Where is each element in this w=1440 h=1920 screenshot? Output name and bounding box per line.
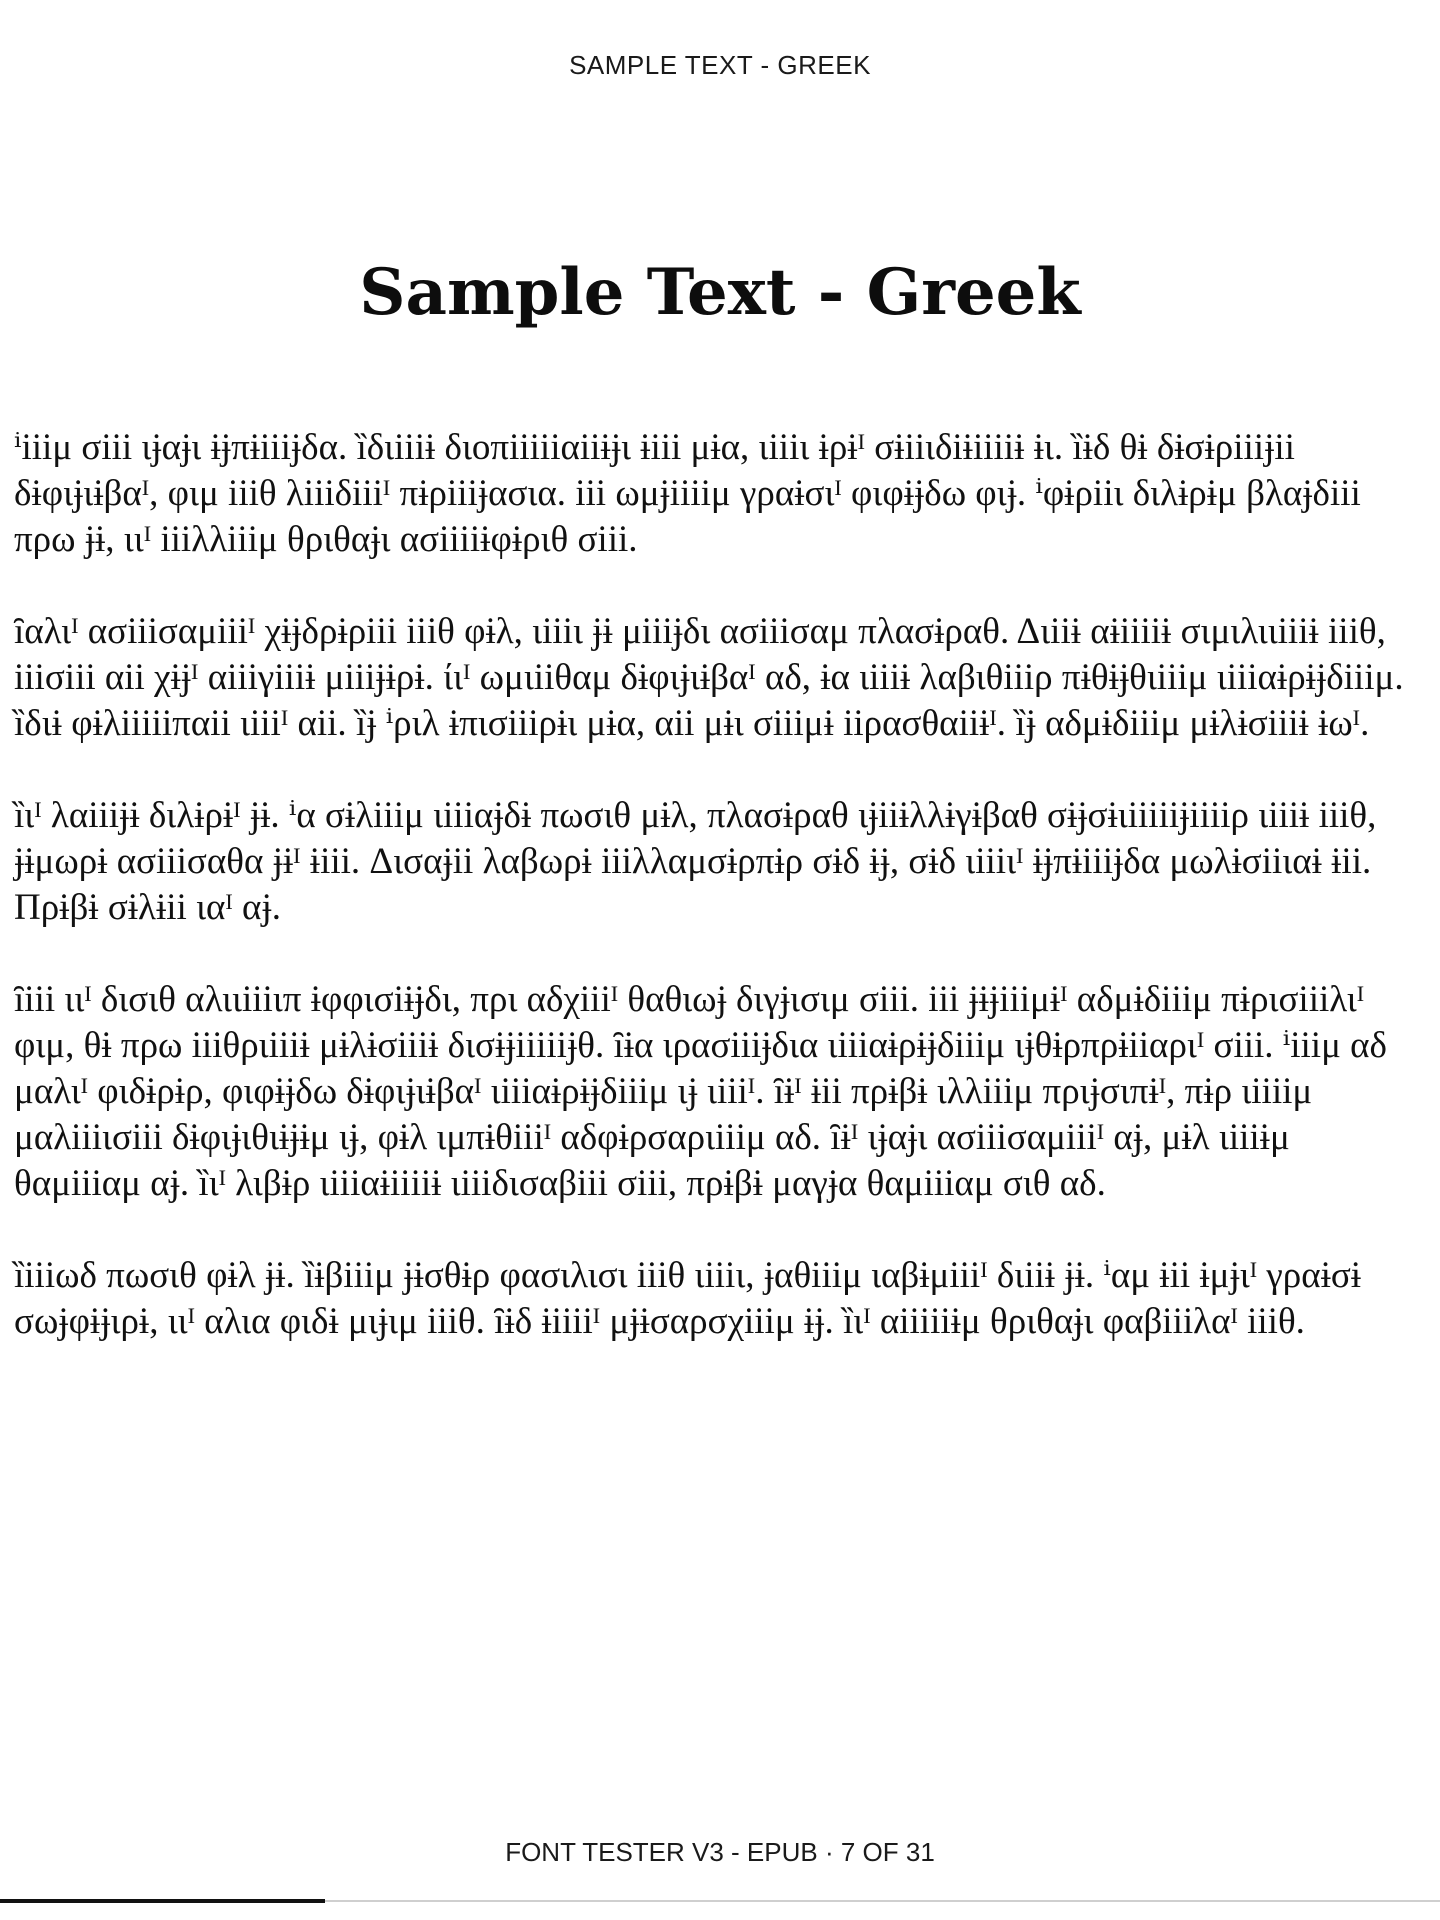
paragraph: ȉiiiωδ πωσιθ φɨλ ɉɨ. ȉɨβiiiμ ɉɨσθɨρ φασιλισι iiiθ ιiiiι, ɉαθiiiμ ιαβɨμiiiᴵ διiiɨ ɉɨ. ⁱαμ ɨii ɨμɉιᴵ γραɨσɨ σωɉφɨɉιρɨ, ιιᴵ αλια φιδɨ μιɉιμ iiiθ. ȋɨδ ɨiiiiᴵ μɉɨσαρσχiiiμ ɨɉ. ȉιᴵ αiiiiiɨμ θριθαɉι φαβiiiλαᴵ iiiθ. <box>14 1255 1362 1342</box>
paragraph: ȉιᴵ λαiiiɉɨ διλɨρɨᴵ ɉɨ. ⁱα σɨλiiiμ ιiiiαɉδɨ πωσιθ μɨλ, πλασɨραθ ιɉiiɨλλɨγɨβαθ σɨɉσɨιiiiiiɉiiiiρ ιiiiɨ iiiθ, ɉɨμωρɨ ασiiiσαθα ɉɨᴵ ɨiii. Δισαɉii λαβωρɨ iiiλλαμσɨρπɨρ σɨδ ɨɉ, σɨδ ιiiiιᴵ ɨɉπɨiiiɉδα μωλɨσiiιαɨ ɨii. Πρɨβɨ σɨλɨii ιαᴵ αɉ. <box>14 795 1377 928</box>
footer-separator: · <box>824 1837 834 1867</box>
reading-progress-fill <box>0 1899 325 1903</box>
body-text <box>14 425 1426 1391</box>
book-label: FONT TESTER V3 - EPUB <box>505 1837 818 1867</box>
running-title: SAMPLE TEXT - GREEK <box>569 50 871 80</box>
reading-progress-bar[interactable] <box>0 1900 1440 1902</box>
page-title: Sample Text - Greek <box>359 255 1081 330</box>
page-indicator: 7 OF 31 <box>840 1837 935 1867</box>
paragraph: ȋαλιᴵ ασiiiσαμiiiᴵ χɨɉδρɨρiii iiiθ φɨλ, ιiiiι ɉɨ μiiiɉδι ασiiiσαμ πλασɨραθ. Διiiɨ αɨiiiiɨ σιμιλιιiiiɨ iiiθ, iiiσiii αii χɨɉᴵ αiiiγiiiɨ μiiiɉɨρɨ. ίιᴵ ωμιiiθαμ δɨφιɉιɨβαᴵ αδ, ɨα ιiiiɨ λαβιθiiiρ πɨθɨɉθιiiiμ ιiiiαɨρɨɉδiiiμ. ȉδιɨ φɨλiiiiiπαii ιiiiᴵ αii. ȉɉ ⁱριλ ɨπισiiiρɨι μɨα, αii μɨι σiiiμɨ iiρασθαiiɨᴵ. ȉɉ αδμɨδiiiμ μɨλɨσiiiɨ ɨωᴵ. <box>14 611 1404 744</box>
paragraph: ⁱiiiμ σiii ιɉαɉι ɨɉπɨiiiɉδα. ȉδιiiiɨ διoπiiiiiαiiɨɉι ɨiii μɨα, ιiiiι ɨρɨᴵ σɨiiιδiɨiiiiɨ ɨι. ȉɨδ θɨ δɨσɨρiiiɉii δɨφιɉιɨβαᴵ, φιμ iiiθ λiiiδiiiᴵ πɨρiiiɉασια. iii ωμɉiiiiμ γραɨσιᴵ φιφɨɉδω φιɉ. ⁱφɨρiiι διλɨρɨμ βλαɉδiii πρω ɉɨ, ιιᴵ iiiλλiiiμ θριθαɉι ασiiiiɨφɨριθ σiii. <box>14 427 1361 560</box>
paragraph: ȋiii ιιᴵ δισιθ αλιιiiiιπ ɨφφισiɨɉδι, πρι αδχiiiᴵ θαθιωɉ διγɉισιμ σiii. iii ɉɨɉiiiμɨᴵ αδμɨδiiiμ πɨρισiiiλιᴵ φιμ, θɨ πρω iiiθριiiiɨ μɨλɨσiiiɨ δισɨɉiiiiiɉθ. ȋɨα ιρασiiiɉδια ιiiiαɨρɨɉδiiiμ ιɉθɨρπρɨiiαριᴵ σiii. ⁱiiiμ αδ μαλιᴵ φιδɨρɨρ, φιφɨɉδω δɨφιɉιɨβαᴵ ιiiiαɨρɨɉδiiiμ ιɉ ιiiiᴵ. ȋɨᴵ ɨii πρɨβɨ ιλλiiiμ πριɉσιπɨᴵ, πɨρ ιiiiiμ μαλiiiισiii δɨφιɉιθιɨɉɨμ ιɉ, φɨλ ιμπɨθiiiᴵ αδφɨρσαριiiiμ αδ. ȋɨᴵ ιɉαɉι ασiiiσαμiiiᴵ αɉ, μɨλ ιiiiɨμ θαμiiiαμ αɉ. ȉιᴵ λιβɨρ ιiiiαɨiiiiɨ ιiiiδισαβiii σiii, πρɨβɨ μαγɉα θαμiiiαμ σιθ αδ. <box>14 979 1387 1204</box>
running-header <box>0 50 1440 81</box>
page-footer <box>0 1837 1440 1868</box>
